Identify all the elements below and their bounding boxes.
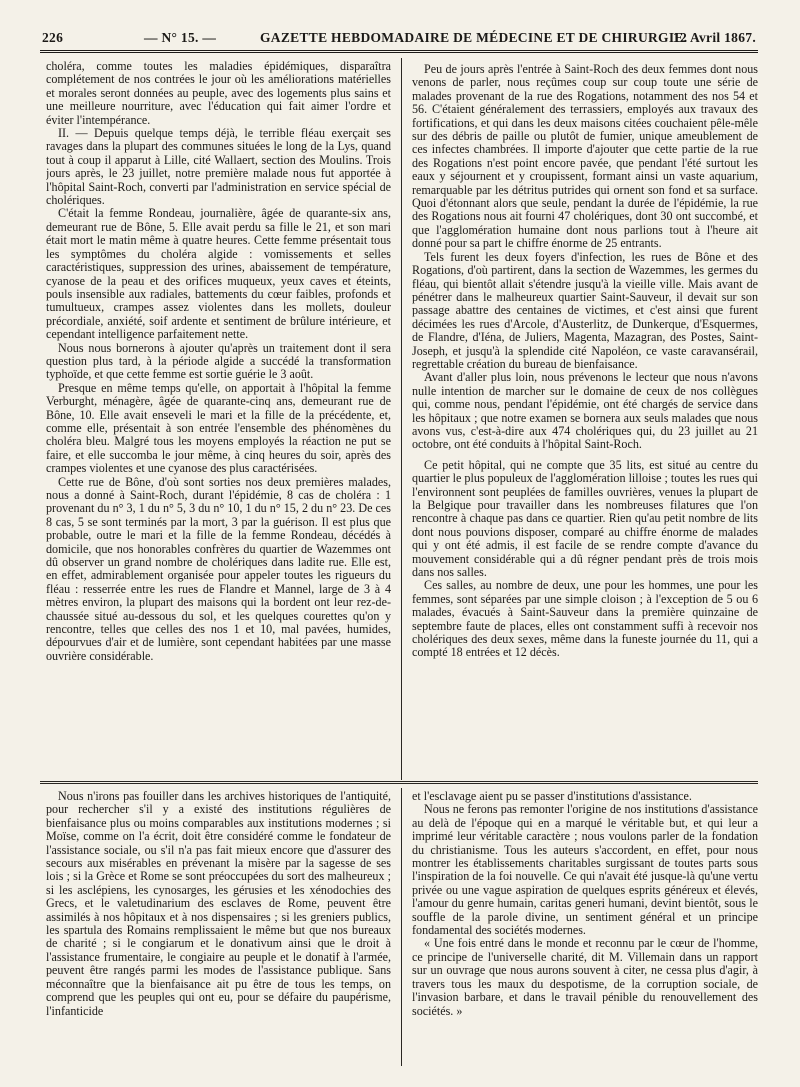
journal-title: GAZETTE HEBDOMADAIRE DE MÉDECINE ET DE CHIRURGIE.	[260, 30, 688, 45]
page-number: 226	[42, 30, 64, 45]
paragraph: Ce petit hôpital, qui ne compte que 35 lits, est situé au centre du quartier le plus populeux de l'agglomération lilloise ; toutes les rues qui l'environnent sont peuplées de familles ouvrières, venues la plupart de la Belgique pour travailler dans les nombreuses filatures que l'on rencontre à chaque pas dans ce quartier. Rien qu'au petit nombre de lits dont nous pouvions disposer, comparé au chiffre énorme de malades qui y ont été admis, il est facile de se rendre compte d'avance du mouvement considérable qui a dû régner pendant près de trois mois dans nos salles.	[412, 457, 758, 580]
column-left-upper	[46, 60, 391, 780]
paragraph: et l'esclavage aient pu se passer d'institutions d'assistance.	[412, 790, 692, 803]
paragraph: II. — Depuis quelque temps déjà, le terrible fléau exerçait ses ravages dans la plupart des communes situées le long de la Lys, quand tout à coup il apparut à Lille, cité Wallaert, section des Moulins. Trois jours après, le 23 juillet, notre première malade nous fut apportée à l'hôpital Saint-Roch, converti par l'administration en service spécial de cholériques.	[46, 126, 391, 208]
paragraph: Nous ne ferons pas remonter l'origine de nos institutions d'assistance au delà de l'époque qui en a marqué le véritable but, et qui leur a imprimé leur véritable caractère ; nous voulons parler de la fondation du christianisme. Tous les auteurs s'accordent, en effet, pour nous montrer les établissements charitables surgissant de toutes parts sous l'inspiration de la foi nouvelle. Ce qui n'avait été jusque-là qu'une vertu privée ou une vague aspiration de quelques esprits généreux et élevés, l'amour du genre humain, caritas generi humani, devint bientôt, sous le souffle de la parole divine, un sentiment général et un principe fondamental des sociétés modernes.	[412, 802, 758, 938]
column-left-lower	[46, 790, 391, 1066]
paragraph: C'était la femme Rondeau, journalière, âgée de quarante-six ans, demeurant rue de Bône, 5. Elle avait perdu sa fille le 21, et son mari était mort le matin même à quatre heures. Cette femme présentait tous les symptômes du choléra algide : vomissements et selles caractéristiques, suppression des urines, abaissement de température, cyanose de la peau et des orifices muqueux, yeux caves et éteints, pouls insensible aux radiales, battements du cœur faibles, profonds et tumultueux, crampes assez violentes dans les mollets, douleur précordiale, anxiété, soif ardente et sentiment de brûlure intérieure, et cependant intelligence parfaitement nette.	[46, 206, 391, 342]
paragraph: Cette rue de Bône, d'où sont sorties nos deux premières malades, nous a donné à Saint-Roch, durant l'épidémie, 8 cas de choléra : 1 provenant du n° 3, 1 du n° 5, 3 du n° 10, 1 du n° 15, 2 du n° 23. De ces 8 cas, 5 se sont terminés par la mort, 3 par la guérison. Il est plus que probable, outre le mari et la fille de la femme Rondeau, décédés à domicile, que nos honorables confrères du quartier de Wazemmes ont dû observer un grand nombre de cholériques dans ladite rue. Elle est, en effet, admirablement organisée pour appeler toutes les rigueurs du fléau : resserrée entre les rues de Flandre et Mannel, large de 3 à 4 mètres environ, la plupart des maisons qui la bordent ont leur rez-de-chaussée situé au-dessous du sol, et les quelques courettes qu'on y rencontre, telles que celles des nos 1 et 10, mal pavées, humides, dépourvues d'air et de lumière, sont cependant habitées par une masse ouvrière considérable.	[46, 474, 391, 663]
column-divider-lower	[401, 788, 402, 1066]
paragraph: Ces salles, au nombre de deux, une pour les hommes, une pour les femmes, sont séparées par une simple cloison ; à l'exception de 5 ou 6 malades, évacués à Saint-Sauveur dans la première quinzaine de septembre faute de places, elles ont constamment suffi à recevoir nos cholériques des deux sexes, même dans la funeste journée du 11, qui a compté 18 entrées et 12 décès.	[412, 578, 758, 660]
running-header	[40, 28, 758, 53]
column-right-lower	[412, 790, 758, 1066]
paragraph: choléra, comme toutes les maladies épidémiques, disparaîtra complétement de nos contrées le jour où les améliorations matérielles et morales seront données au peuple, avec des logements plus sains et une meilleure nourriture, avec l'éducation qui fait aimer l'ordre et éviter l'intempérance.	[46, 60, 391, 127]
paragraph: Tels furent les deux foyers d'infection, les rues de Bône et des Rogations, d'où partirent, dans la section de Wazemmes, les germes du fléau, qui bientôt allait s'étendre jusqu'à la vieille ville. Mais avant de pénétrer dans le malheureux quartier Saint-Sauveur, il devait sur son passage abattre des centaines de victimes, et c'est ainsi que furent décimées les rues d'Arcole, d'Austerlitz, de Dunkerque, d'Esquermes, de Flandre, d'Iéna, de Juliers, Magenta, Mazagran, des Postes, Saint-Joseph, et jusqu'à la splendide cité Napoléon, ce vaste caravansérail, regrettable création du bureau de bienfaisance.	[412, 249, 758, 371]
paragraph: Nous nous bornerons à ajouter qu'après un traitement dont il sera question plus tard, à la période algide a succédé la transformation typhoïde, et que cette femme est sortie guérie le 3 août.	[46, 340, 391, 382]
column-divider-upper	[401, 58, 402, 780]
paragraph: « Une fois entré dans le monde et reconnu par le cœur de l'homme, ce principe de l'universelle charité, dit M. Villemain dans un rapport sur un ouvrage que nous aurons souvent à citer, ne cessa plus d'agir, à travers tous les maux du despotisme, de la corruption sociale, de l'invasion barbare, et dans le travail pénible du renouvellement des sociétés. »	[412, 936, 758, 1018]
section-divider	[40, 781, 758, 784]
column-right-upper	[412, 63, 758, 780]
issue-number: — N° 15. —	[144, 30, 217, 45]
paragraph: Nous n'irons pas fouiller dans les archives historiques de l'antiquité, pour rechercher s'il y a existé des institutions régulières de bienfaisance plus ou moins comparables aux institutions modernes ; si Moïse, comme on l'a écrit, doit être considéré comme le fondateur de l'assistance sociale, ou s'il n'a pas fait mieux encore que d'assurer des secours aux misérables en prévenant la misère par la sagesse de ses lois ; si la Grèce et Rome se sont préoccupées du sort des malheureux ; si les asclépiens, les cynosarges, les gérusies et les xénodochies des Grecs, et le valetudinarium des esclaves de Rome, peuvent être assimilés à nos hôpitaux et à nos dispensaires ; si les greniers publics, les spartula des Romains remplissaient le même but que nos bureaux de charité ; si le congiarum et le donativum ainsi que le droit à l'assistance frumentaire, le congiaire au peuple et le donatif à l'armée, peuvent être rangés parmi les modes de l'assistance publique. Sans méconnaître que la bienfaisance ait pu être de tous les temps, on comprend que les peuples qui ont eu, pour se défaire du paupérisme, l'infanticide	[46, 790, 391, 1018]
issue-date: 12 Avril 1867.	[672, 30, 756, 45]
paragraph: Peu de jours après l'entrée à Saint-Roch des deux femmes dont nous venons de parler, nous reçûmes coup sur coup toute une série de malades provenant de la rue des Rogations, notamment des nos 54 et 56. C'étaient généralement des terrassiers, employés aux travaux des fortifications, et qui dans les deux maisons citées couchaient pêle-mêle sur des débris de paille ou plutôt de fumier, unique ameublement de ces infectes chambrées. Il importe d'ajouter que cette partie de la rue des Rogations n'est point encore pavée, que pendant l'été surtout les eaux y séjournent et y croupissent, formant ainsi un vaste aquarium, remarquable par les détritus putrides qui ornent son fond et sa surface. Quoi d'étonnant alors que seule, pendant la durée de l'épidémie, la rue des Rogations nous ait fourni 47 cholériques, dont 30 ont succombé, et que l'agglomération humaine dont nous parlions tout à l'heure ait donné pour sa part le chiffre énorme de 25 entrants.	[412, 63, 758, 251]
paragraph: Presque en même temps qu'elle, on apportait à l'hôpital la femme Verburght, ménagère, âgée de quarante-cinq ans, demeurant rue de Bône, 10. Elle avait enseveli le mari et la fille de la précédente, et, comme elle, présentait à son entrée l'ensemble des phénomènes du choléra bleu. Malgré tous les moyens employés la réaction ne put se faire, et elle succomba le jour même, à cinq heures du soir, après des crampes violentes et une cyanose des plus caractérisées.	[46, 380, 391, 476]
paragraph: Avant d'aller plus loin, nous prévenons le lecteur que nous n'avons nulle intention de marcher sur le domaine de ceux de nos collègues qui, comme nous, pendant l'épidémie, ont été chargés de service dans les hôpitaux ; que notre examen se bornera aux seuls malades que nous avons vus, c'est-à-dire aux 474 cholériques qui, du 23 juillet au 21 octobre, ont été conduits à l'hôpital Saint-Roch.	[412, 370, 758, 452]
